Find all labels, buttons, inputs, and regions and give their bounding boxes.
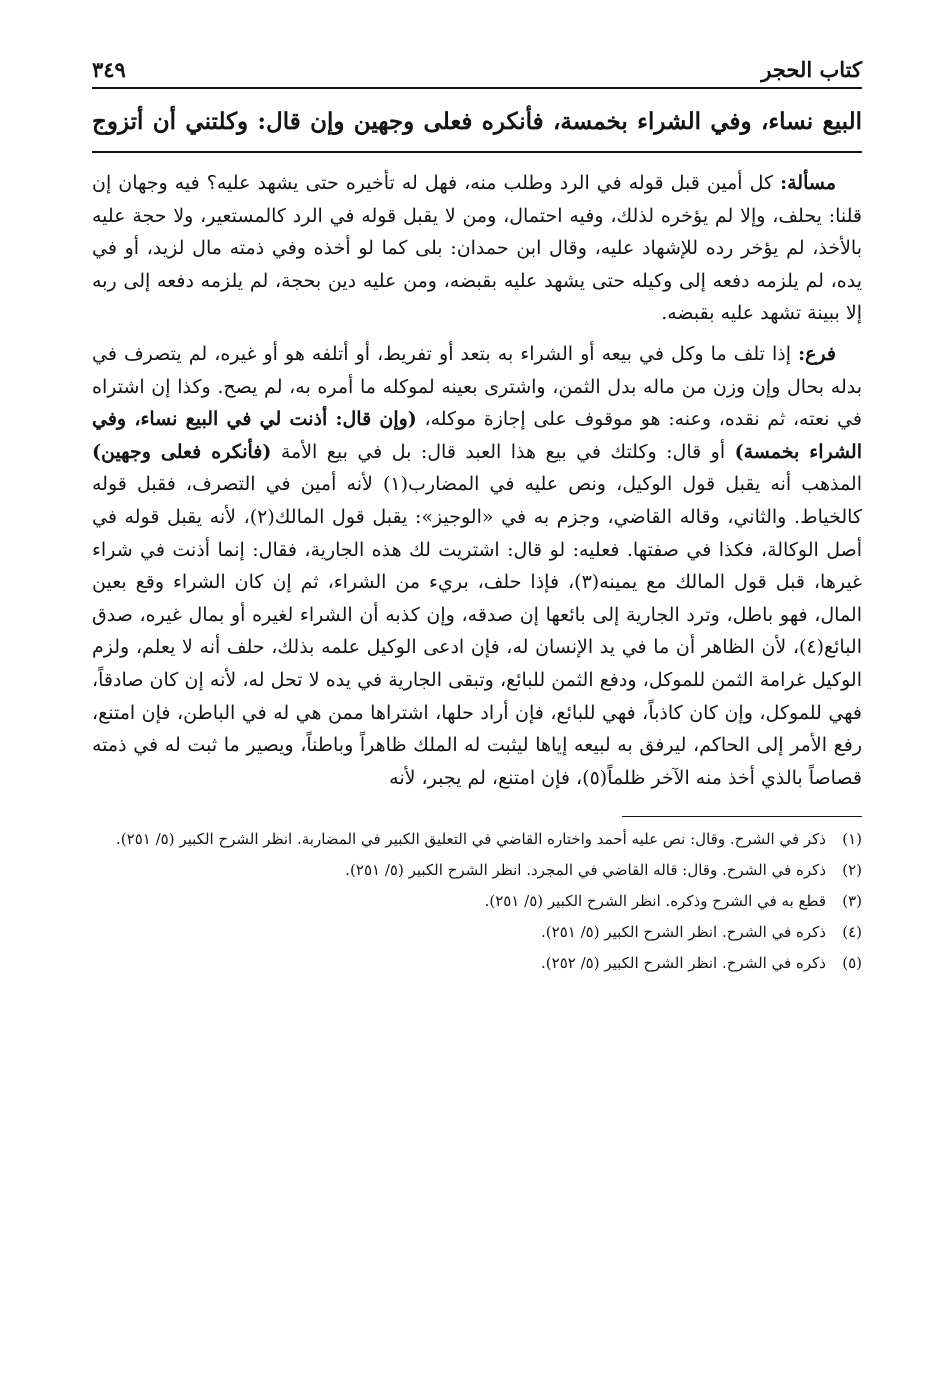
matn-quote: (وإن قال: أذنت لي في البيع نساء، وفي الشراء بخمسة) [92,408,862,463]
footnote-number: (٥) [842,954,862,973]
footnote [92,950,862,977]
paragraph-text: كل أمين قبل قوله في الرد وطلب منه، فهل له تأخيره حتى يشهد عليه؟ فيه وجهان إن قلنا: يحلف، وإلا لم يؤخره لذلك، وفيه احتمال، ومن لا يقبل قوله في الرد كالمستعير، ولا حجة عليه بالأخذ، لم يؤخر رده للإشهاد عليه، وقال ابن حمدان: بلى كما لو أخذه وفي ذمته مال لزيد، أو في يده، لم يلزمه دفعه إلى وكيله حتى يشهد عليه بقبضه، ومن عليه دين بحجة، لم يلزمه دفعه إلى ربه إلا ببينة تشهد عليه بقبضه. [92,172,862,325]
matn-text: البيع نساء، وفي الشراء بخمسة، فأنكره فعلى وجهين وإن قال: وكلتني أن أتزوج [92,105,862,153]
footnote [92,919,862,946]
footnote-number: (١) [842,830,862,849]
paragraph-masala [92,167,862,330]
footnote [92,826,862,853]
paragraph-lead: مسألة: [780,172,836,194]
footnote-text: ذكره في الشرح. انظر الشرح الكبير (٥/ ٢٥٢). [541,954,826,973]
footnotes [92,816,862,977]
footnote-text: قطع به في الشرح وذكره. انظر الشرح الكبير (٥/ ٢٥١). [484,892,826,911]
paragraph-lead: فرع: [798,342,836,365]
footnote-number: (٣) [842,892,862,911]
paragraph-text: إذا تلف ما وكل في بيعه أو الشراء به بتعد أو تفريط، أو أتلفه هو أو غيره، لم يتصرف في بدله بحال وإن وزن من ماله بدل الثمن، واشترى بعينه لموكله ما أمره به، لم يصح. وكذا إن اشتراه في نعته، ثم نقده، وعنه: هو موقوف على إجازة موكله، [92,342,862,431]
footnote [92,888,862,915]
book-title: كتاب الحجر [761,57,862,82]
book-page [92,55,862,981]
footnote-divider [622,816,862,817]
matn-quote: (فأنكره فعلى وجهين) [92,440,272,463]
footnote-text: ذكره في الشرح. انظر الشرح الكبير (٥/ ٢٥١). [541,923,826,942]
commentary [92,167,862,794]
running-header [92,55,862,89]
paragraph-far [92,338,862,794]
footnote-number: (٤) [842,923,862,942]
footnote [92,857,862,884]
footnote-text: ذكره في الشرح. وقال: قاله القاضي في المجرد. انظر الشرح الكبير (٥/ ٢٥١). [345,861,826,880]
paragraph-text: المذهب أنه يقبل قول الوكيل، ونص عليه في المضارب(١) لأنه أمين في التصرف، فقبل قوله كالخياط. والثاني، وقاله القاضي، وجزم به في «الوجيز»: يقبل قول المالك(٢)، لأنه يقبل قوله في أصل الوكالة، فكذا في صفتها. فعليه: لو قال: اشتريت لك هذه الجارية، فقال: إنما أذنت في شراء غيرها، قبل قول المالك مع يمينه(٣)، فإذا حلف، بريء من الشراء، ثم إن كان الشراء وقع بعين المال، فهو باطل، وترد الجارية إلى بائعها إن صدقه، وإن كذبه أن الشراء لغيره أو بمال غيره، صدق البائع(٤)، لأن الظاهر أن ما في يد الإنسان له، فإن ادعى الوكيل علمه بذلك، حلف أنه لا يعلم، ولزم الوكيل غرامة الثمن للموكل، ودفع الثمن للبائع، وتبقى الجارية في يده لا تحل له، لأنه إن كان صادقاً، فهي للموكل، وإن كان كاذباً، فهي للبائع، فإن أراد حلها، اشتراها ممن هي له في الباطن، فإن امتنع، رفع الأمر إلى الحاكم، ليرفق به لبيعه إياها ليثبت له الملك ظاهراً وباطناً، ويصير ما ثبت له في ذمته قصاصاً بالذي أخذ منه الآخر ظلماً(٥)، فإن امتنع، لم يجبر، لأنه [92,473,863,789]
paragraph-text: أو قال: وكلتك في بيع هذا العبد قال: بل في بيع الأمة [271,440,735,463]
page-number: ٣٤٩ [92,57,126,82]
footnote-text: ذكر في الشرح. وقال: نص عليه أحمد واختاره القاضي في التعليق الكبير في المضاربة. انظر الشرح الكبير (٥/ ٢٥١). [116,830,826,849]
footnote-number: (٢) [842,861,862,880]
